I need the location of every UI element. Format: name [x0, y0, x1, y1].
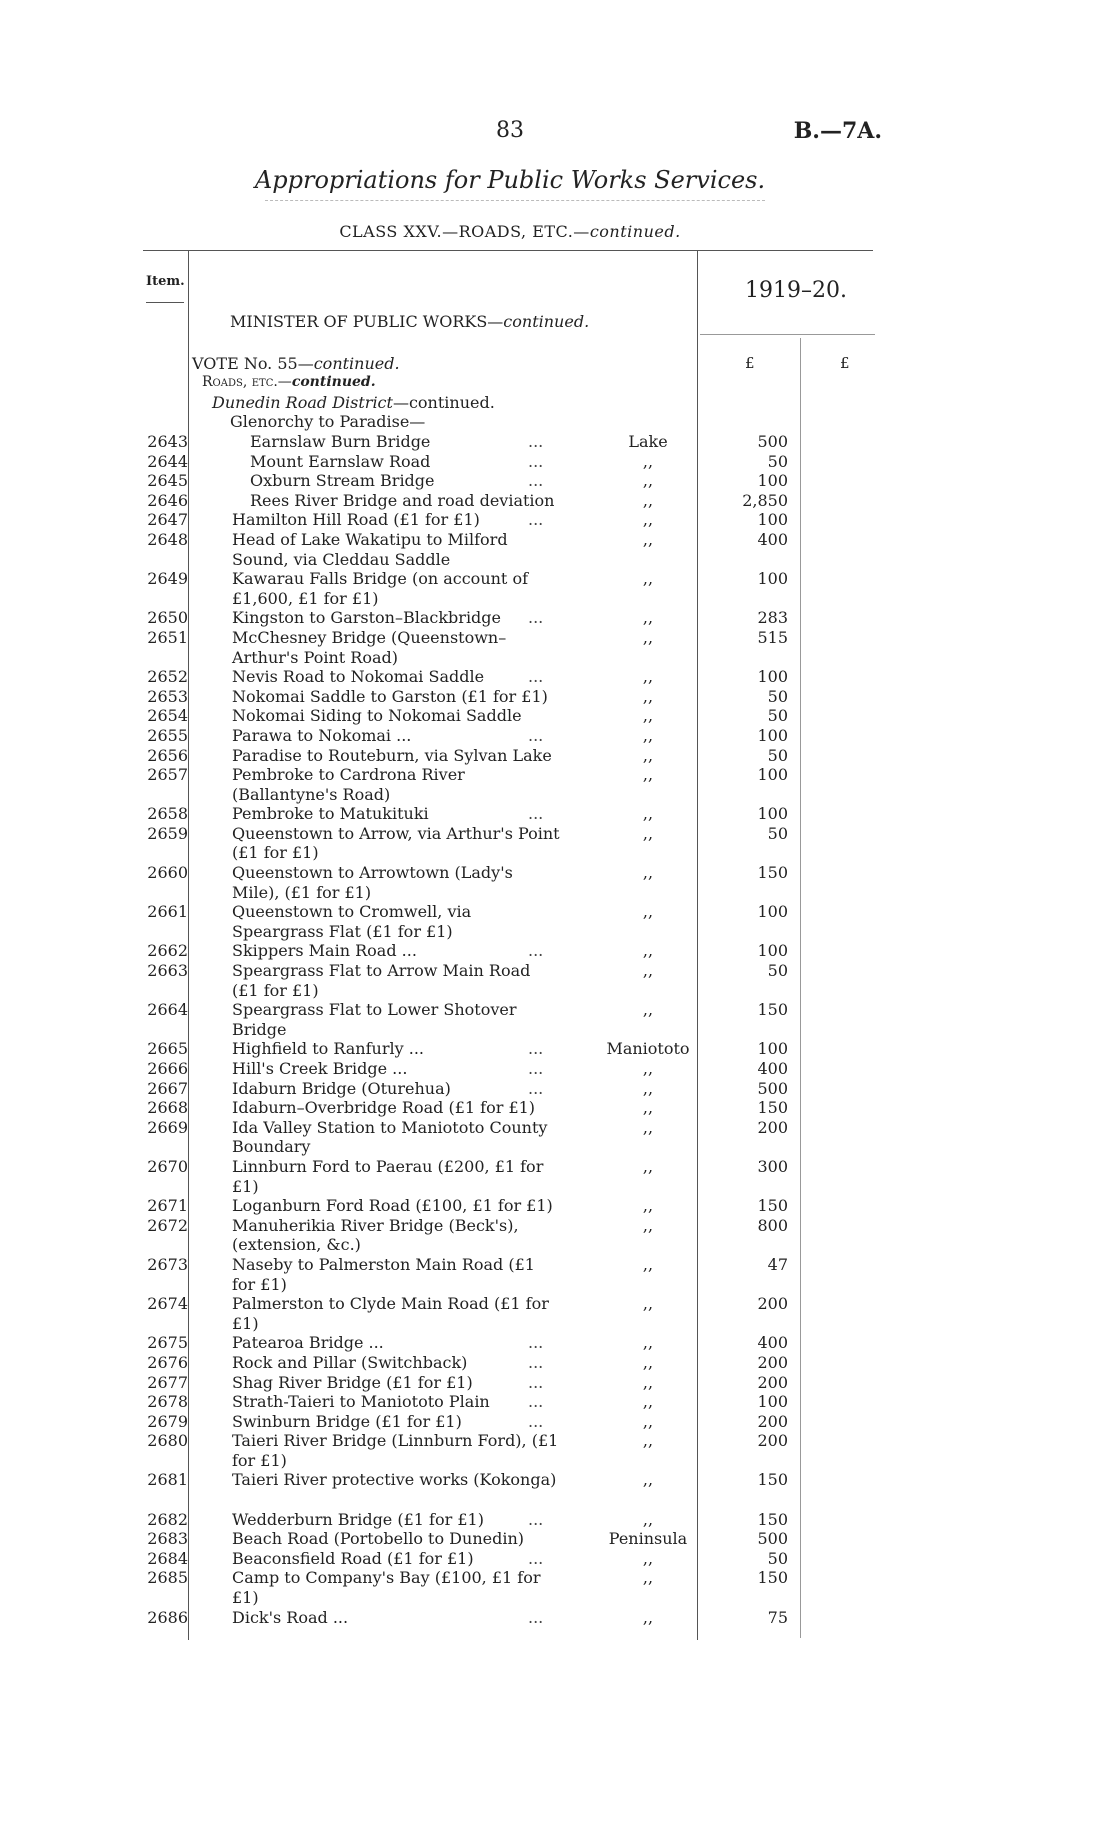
- leader-dots: ...: [528, 941, 544, 961]
- item-district: ,,: [642, 725, 654, 745]
- item-number: 2666: [147, 1059, 188, 1078]
- item-description: Hill's Creek Bridge ...: [232, 1059, 408, 1078]
- item-number: 2644: [147, 451, 188, 471]
- table-row: [0, 628, 1114, 667]
- currency-label-1: £: [745, 354, 755, 372]
- item-number: 2683: [147, 1529, 188, 1549]
- item-number: 2686: [147, 1607, 188, 1627]
- item-amount: 75: [767, 1607, 788, 1627]
- item-description: Oxburn Stream Bridge: [250, 471, 435, 491]
- leader-dots: ...: [528, 1078, 544, 1098]
- item-number: 2682: [147, 1509, 188, 1529]
- item-district: ,,: [642, 1156, 654, 1176]
- table-row: [0, 1098, 1114, 1118]
- item-district: ,,: [642, 1215, 654, 1235]
- leader-dots: ...: [528, 1372, 544, 1392]
- item-amount: 283: [757, 608, 788, 628]
- item-number: 2645: [147, 471, 188, 491]
- item-amount: 400: [757, 1059, 788, 1078]
- item-amount: 150: [757, 1470, 788, 1490]
- item-district: ,,: [642, 902, 654, 922]
- table-row: [0, 1255, 1114, 1294]
- item-district: ,,: [642, 706, 654, 726]
- item-amount: 500: [757, 1529, 788, 1549]
- item-number: 2663: [147, 961, 188, 981]
- item-number: 2667: [147, 1078, 188, 1098]
- table-row: [0, 1470, 1114, 1509]
- item-district: ,,: [642, 1372, 654, 1392]
- item-description: Skippers Main Road ...: [232, 941, 417, 961]
- page-number: 83: [496, 118, 524, 143]
- item-amount: 200: [757, 1431, 788, 1451]
- item-district: ,,: [642, 1431, 654, 1451]
- item-amount: 200: [757, 1411, 788, 1431]
- item-district: ,,: [642, 823, 654, 843]
- leader-dots: ...: [528, 451, 544, 471]
- item-number: 2650: [147, 608, 188, 628]
- item-description: Patearoa Bridge ...: [232, 1333, 384, 1353]
- item-amount: 50: [767, 686, 788, 706]
- document-reference: B.—7A.: [793, 118, 882, 144]
- item-description: Speargrass Flat to Lower Shotover Bridge: [232, 1000, 517, 1039]
- table-row: [0, 1157, 1114, 1196]
- leader-dots: ...: [528, 1411, 544, 1431]
- item-number: 2648: [147, 529, 188, 549]
- item-number: 2674: [147, 1294, 188, 1314]
- item-amount: 800: [757, 1215, 788, 1235]
- item-district: ,,: [642, 627, 654, 647]
- item-number: 2651: [147, 627, 188, 647]
- item-district: ,,: [642, 804, 654, 824]
- item-description: Queenstown to Arrowtown (Lady's Mile), (£1 for £1): [232, 863, 513, 902]
- table-row: [0, 961, 1114, 1000]
- class-heading-continued: continued.: [589, 222, 681, 241]
- item-number: 2656: [147, 745, 188, 765]
- leader-dots: ...: [528, 1607, 544, 1627]
- item-description: McChesney Bridge (Queenstown–Arthur's Point Road): [232, 627, 507, 667]
- year-column-header: 1919–20.: [745, 278, 847, 303]
- item-district: ,,: [642, 608, 654, 628]
- leader-dots: ...: [528, 1352, 544, 1372]
- table-row: [0, 530, 1114, 569]
- item-description: Parawa to Nokomai ...: [232, 725, 412, 745]
- item-number: 2671: [147, 1196, 188, 1216]
- class-heading-main: CLASS XXV.—ROADS, ETC.—: [339, 222, 590, 241]
- item-description: Dick's Road ...: [232, 1607, 349, 1627]
- item-description: Naseby to Palmerston Main Road (£1 for £1): [232, 1254, 535, 1294]
- item-description: Idaburn–Overbridge Road (£1 for £1): [232, 1098, 536, 1118]
- item-description: Beach Road (Portobello to Dunedin): [232, 1529, 524, 1549]
- item-amount: 100: [757, 667, 788, 687]
- district-heading-continued: —continued.: [392, 393, 495, 412]
- item-description: Kingston to Garston–Blackbridge: [232, 608, 502, 628]
- item-district: ,,: [642, 1509, 654, 1529]
- item-description: Ida Valley Station to Maniototo County Boundary: [232, 1117, 548, 1157]
- table-row: [0, 667, 1114, 687]
- item-district: ,,: [642, 1254, 654, 1274]
- leader-dots: ...: [528, 1039, 544, 1059]
- route-subheading: Glenorchy to Paradise—: [230, 412, 426, 431]
- item-number: 2646: [147, 490, 188, 510]
- roads-heading-continued: continued.: [291, 374, 376, 390]
- item-number: 2673: [147, 1254, 188, 1274]
- item-amount: 50: [767, 451, 788, 471]
- item-description: Nevis Road to Nokomai Saddle: [232, 667, 485, 687]
- item-description: Rock and Pillar (Switchback): [232, 1352, 468, 1372]
- item-district: ,,: [642, 1196, 654, 1216]
- item-district: ,,: [642, 1117, 654, 1137]
- item-amount: 100: [757, 510, 788, 530]
- item-amount: 50: [767, 1548, 788, 1568]
- table-row: [0, 1510, 1114, 1530]
- item-amount: 100: [757, 471, 788, 491]
- item-amount: 100: [757, 725, 788, 745]
- item-number: 2675: [147, 1333, 188, 1353]
- item-number: 2681: [147, 1470, 188, 1490]
- minister-heading-continued: continued.: [503, 312, 590, 331]
- table-row: [0, 1000, 1114, 1039]
- item-district: ,,: [642, 1411, 654, 1431]
- table-row: [0, 1373, 1114, 1393]
- table-row: [0, 1294, 1114, 1333]
- item-description: Earnslaw Burn Bridge: [250, 432, 431, 451]
- item-description: Strath-Taieri to Maniototo Plain: [232, 1392, 490, 1412]
- item-amount: 400: [757, 529, 788, 549]
- item-amount: 200: [757, 1352, 788, 1372]
- item-description: Hamilton Hill Road (£1 for £1): [232, 510, 480, 530]
- item-amount: 200: [757, 1294, 788, 1314]
- item-amount: 50: [767, 823, 788, 843]
- item-number: 2680: [147, 1431, 188, 1451]
- item-amount: 100: [757, 569, 788, 589]
- item-district: ,,: [642, 1607, 654, 1627]
- item-district: Maniototo: [606, 1039, 690, 1059]
- table-row: [0, 432, 1114, 452]
- table-row: [0, 1196, 1114, 1216]
- item-number: 2672: [147, 1215, 188, 1235]
- item-district: ,,: [642, 686, 654, 706]
- item-district: ,,: [642, 667, 654, 687]
- item-number: 2670: [147, 1156, 188, 1176]
- item-amount: 50: [767, 961, 788, 981]
- minister-heading-main: MINISTER OF PUBLIC WORKS—: [230, 312, 504, 331]
- item-column-header: Item.: [146, 274, 185, 289]
- item-district: ,,: [642, 1078, 654, 1098]
- item-amount: 150: [757, 1196, 788, 1216]
- item-amount: 150: [757, 1509, 788, 1529]
- table-row: [0, 765, 1114, 804]
- table-row: [0, 746, 1114, 766]
- item-amount: 515: [757, 627, 788, 647]
- item-amount: 100: [757, 941, 788, 961]
- table-row: [0, 941, 1114, 961]
- item-number: 2649: [147, 569, 188, 589]
- item-amount: 150: [757, 863, 788, 883]
- item-district: ,,: [642, 941, 654, 961]
- leader-dots: ...: [528, 1333, 544, 1353]
- table-row: [0, 726, 1114, 746]
- leader-dots: ...: [528, 471, 544, 491]
- item-number: 2661: [147, 902, 188, 922]
- table-row: [0, 491, 1114, 511]
- item-number: 2669: [147, 1117, 188, 1137]
- item-district: ,,: [642, 569, 654, 589]
- item-description: Pembroke to Matukituki: [232, 804, 429, 824]
- item-header-rule: [146, 302, 184, 303]
- roads-heading-main: Roads, etc.—: [202, 374, 292, 390]
- district-heading: [212, 393, 495, 412]
- leader-dots: ...: [528, 608, 544, 628]
- item-amount: 2,850: [742, 490, 788, 510]
- table-row: [0, 804, 1114, 824]
- item-amount: 200: [757, 1372, 788, 1392]
- table-row: [0, 452, 1114, 472]
- table-row: [0, 1412, 1114, 1432]
- item-description: Highfield to Ranfurly ...: [232, 1039, 424, 1059]
- item-description: Rees River Bridge and road deviation: [250, 490, 555, 510]
- leader-dots: ...: [528, 1392, 544, 1412]
- item-district: ,,: [642, 1470, 654, 1490]
- item-amount: 400: [757, 1333, 788, 1353]
- item-amount: 150: [757, 1000, 788, 1020]
- item-number: 2684: [147, 1548, 188, 1568]
- item-amount: 150: [757, 1098, 788, 1118]
- item-number: 2678: [147, 1392, 188, 1412]
- table-row: [0, 863, 1114, 902]
- item-description: Mount Earnslaw Road: [250, 451, 431, 471]
- vote-heading-continued: continued.: [313, 354, 400, 373]
- table-row: [0, 1431, 1114, 1470]
- item-description: Kawarau Falls Bridge (on account of £1,600, £1 for £1): [232, 569, 528, 608]
- item-number: 2652: [147, 667, 188, 687]
- item-description: Camp to Company's Bay (£100, £1 for £1): [232, 1568, 541, 1608]
- item-amount: 100: [757, 1039, 788, 1059]
- item-number: 2668: [147, 1098, 188, 1118]
- item-description: Wedderburn Bridge (£1 for £1): [232, 1509, 484, 1529]
- item-description: Nokomai Saddle to Garston (£1 for £1): [232, 686, 548, 706]
- item-amount: 500: [757, 1078, 788, 1098]
- item-number: 2660: [147, 863, 188, 883]
- table-row: [0, 569, 1114, 608]
- item-district: ,,: [642, 1294, 654, 1314]
- item-amount: 500: [757, 432, 788, 451]
- class-heading: [0, 222, 1020, 241]
- table-row: [0, 902, 1114, 941]
- table-row: [0, 1353, 1114, 1373]
- leader-dots: ...: [528, 432, 544, 451]
- item-district: Peninsula: [608, 1529, 688, 1549]
- item-amount: 150: [757, 1568, 788, 1588]
- item-description: Swinburn Bridge (£1 for £1): [232, 1411, 462, 1431]
- table-row: [0, 510, 1114, 530]
- item-district: ,,: [642, 863, 654, 883]
- item-number: 2677: [147, 1372, 188, 1392]
- item-district: ,,: [642, 529, 654, 549]
- leader-dots: ...: [528, 1548, 544, 1568]
- item-amount: 100: [757, 1392, 788, 1412]
- table-row: [0, 1079, 1114, 1099]
- item-number: 2647: [147, 510, 188, 530]
- item-description: Head of Lake Wakatipu to Milford Sound, via Cleddau Saddle: [232, 529, 508, 569]
- item-number: 2662: [147, 941, 188, 961]
- item-description: Queenstown to Cromwell, via Speargrass Flat (£1 for £1): [232, 902, 472, 941]
- item-number: 2665: [147, 1039, 188, 1059]
- appropriation-rows: [0, 432, 1114, 1627]
- table-row: [0, 706, 1114, 726]
- item-amount: 47: [767, 1254, 788, 1274]
- table-row: [0, 1392, 1114, 1412]
- item-description: Linnburn Ford to Paerau (£200, £1 for £1): [232, 1156, 544, 1196]
- item-district: ,,: [642, 1059, 654, 1078]
- currency-label-2: £: [840, 354, 850, 372]
- table-row: [0, 1568, 1114, 1607]
- district-heading-main: Dunedin Road District: [212, 393, 393, 412]
- item-description: Nokomai Siding to Nokomai Saddle: [232, 706, 522, 726]
- table-row: [0, 1529, 1114, 1549]
- item-district: ,,: [642, 1568, 654, 1588]
- table-row: [0, 1039, 1114, 1059]
- item-number: 2643: [147, 432, 188, 451]
- table-row: [0, 687, 1114, 707]
- year-header-rule: [700, 334, 875, 335]
- table-row: [0, 1333, 1114, 1353]
- title-divider: [265, 200, 765, 201]
- vote-heading: [192, 354, 400, 373]
- item-number: 2664: [147, 1000, 188, 1020]
- leader-dots: ...: [528, 510, 544, 530]
- table-top-rule: [143, 250, 873, 251]
- item-district: Lake: [628, 432, 668, 451]
- roads-heading: [202, 374, 376, 390]
- table-row: [0, 1549, 1114, 1569]
- item-district: ,,: [642, 471, 654, 491]
- item-district: ,,: [642, 1392, 654, 1412]
- item-district: ,,: [642, 1548, 654, 1568]
- item-district: ,,: [642, 1098, 654, 1118]
- table-row: [0, 471, 1114, 491]
- item-district: ,,: [642, 490, 654, 510]
- item-number: 2655: [147, 725, 188, 745]
- item-district: ,,: [642, 510, 654, 530]
- item-description: Idaburn Bridge (Oturehua): [232, 1078, 451, 1098]
- table-row: [0, 1216, 1114, 1255]
- item-description: Beaconsfield Road (£1 for £1): [232, 1548, 474, 1568]
- item-number: 2659: [147, 823, 188, 843]
- item-number: 2658: [147, 804, 188, 824]
- item-amount: 200: [757, 1117, 788, 1137]
- item-district: ,,: [642, 1333, 654, 1353]
- item-amount: 100: [757, 902, 788, 922]
- item-number: 2676: [147, 1352, 188, 1372]
- item-amount: 300: [757, 1156, 788, 1176]
- item-description: Paradise to Routeburn, via Sylvan Lake: [232, 745, 552, 765]
- item-district: ,,: [642, 451, 654, 471]
- item-number: 2653: [147, 686, 188, 706]
- table-row: [0, 824, 1114, 863]
- item-amount: 50: [767, 706, 788, 726]
- item-description: Queenstown to Arrow, via Arthur's Point (£1 for £1): [232, 823, 560, 863]
- leader-dots: ...: [528, 1509, 544, 1529]
- page-title: Appropriations for Public Works Services.: [254, 166, 766, 194]
- leader-dots: ...: [528, 1059, 544, 1078]
- item-description: Speargrass Flat to Arrow Main Road (£1 for £1): [232, 961, 531, 1000]
- item-number: 2679: [147, 1411, 188, 1431]
- table-row: [0, 1059, 1114, 1079]
- item-description: Taieri River protective works (Kokonga): [232, 1470, 557, 1490]
- item-district: ,,: [642, 765, 654, 785]
- item-district: ,,: [642, 1352, 654, 1372]
- table-row: [0, 608, 1114, 628]
- item-district: ,,: [642, 1000, 654, 1020]
- item-description: Pembroke to Cardrona River (Ballantyne's Road): [232, 765, 465, 804]
- item-number: 2654: [147, 706, 188, 726]
- leader-dots: ...: [528, 804, 544, 824]
- item-description: Loganburn Ford Road (£100, £1 for £1): [232, 1196, 553, 1216]
- vote-heading-main: VOTE No. 55—: [192, 354, 314, 373]
- item-district: ,,: [642, 961, 654, 981]
- item-description: Taieri River Bridge (Linnburn Ford), (£1 for £1): [232, 1431, 559, 1470]
- item-amount: 100: [757, 765, 788, 785]
- table-row: [0, 1608, 1114, 1628]
- leader-dots: ...: [528, 667, 544, 687]
- minister-heading: [230, 312, 589, 331]
- leader-dots: ...: [528, 725, 544, 745]
- table-row: [0, 1118, 1114, 1157]
- item-number: 2685: [147, 1568, 188, 1588]
- item-number: 2657: [147, 765, 188, 785]
- item-description: Manuherikia River Bridge (Beck's), (extension, &c.): [232, 1215, 519, 1255]
- item-amount: 100: [757, 804, 788, 824]
- item-amount: 50: [767, 745, 788, 765]
- item-description: Palmerston to Clyde Main Road (£1 for £1): [232, 1294, 549, 1333]
- item-district: ,,: [642, 745, 654, 765]
- item-description: Shag River Bridge (£1 for £1): [232, 1372, 473, 1392]
